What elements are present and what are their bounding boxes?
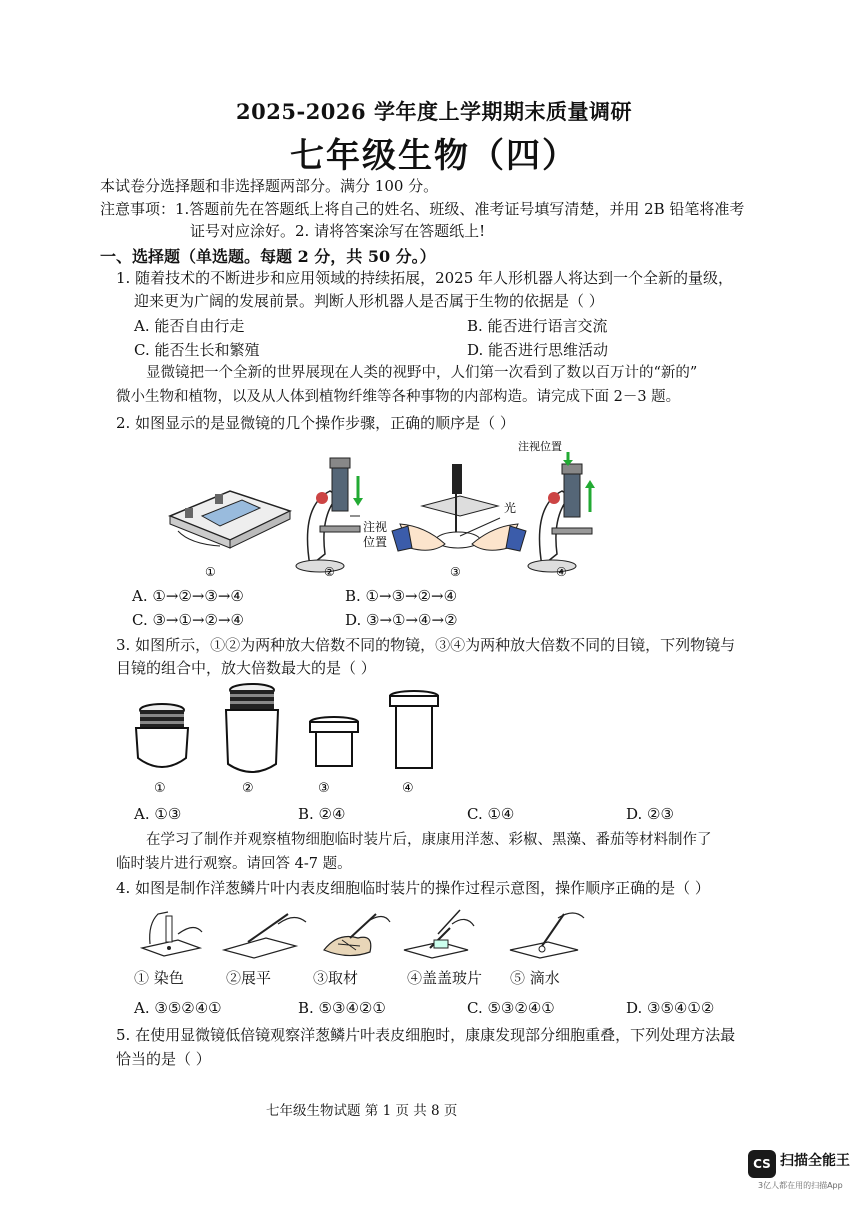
question-stem: 2. 如图显示的是显微镜的几个操作步骤，正确的顺序是（ ） bbox=[116, 414, 515, 432]
step-label-staining: ① 染色 bbox=[134, 969, 184, 987]
question-stem: 3. 如图所示，①②为两种放大倍数不同的物镜，③④为两种放大倍数不同的目镜，下列物镜与 bbox=[116, 636, 736, 654]
option-b: B. ①→③→②→④ bbox=[345, 587, 458, 605]
figure-label-1: ① bbox=[205, 565, 216, 579]
gaze-label-2: 位置 bbox=[363, 535, 388, 549]
question-stem: 4. 如图是制作洋葱鳞片叶内表皮细胞临时装片的操作过程示意图，操作顺序正确的是（ ） bbox=[116, 879, 710, 897]
notice-text: 注意事项：1.答题前先在答题纸上将自己的姓名、班级、准考证号填写清楚，并用 2B 铅笔将准考 bbox=[100, 200, 745, 218]
figure-label-4: ④ bbox=[556, 565, 567, 579]
option-c: C. ①④ bbox=[467, 805, 515, 823]
passage-intro: 显微镜把一个全新的世界展现在人类的视野中，人们第一次看到了数以百万计的“新的” bbox=[146, 365, 698, 381]
microscope-steps-figure bbox=[160, 436, 610, 584]
step-label-flattening: ②展平 bbox=[226, 969, 272, 987]
option-d: D. ②③ bbox=[626, 805, 674, 823]
question-stem: 5. 在使用显微镜低倍镜观察洋葱鳞片叶表皮细胞时，康康发现部分细胞重叠，下列处理方法最 bbox=[116, 1026, 736, 1044]
staining-illustration bbox=[142, 912, 202, 956]
option-a: A. 能否自由行走 bbox=[134, 317, 245, 335]
scanner-tagline: 3亿人都在用的扫描App bbox=[758, 1181, 843, 1190]
figure-label-2: ② bbox=[324, 565, 335, 579]
step-label-water: ⑤ 滴水 bbox=[510, 969, 560, 987]
step-label-taking: ③取材 bbox=[313, 969, 359, 987]
option-b: B. ⑤③④②① bbox=[298, 999, 386, 1017]
option-a: A. ①③ bbox=[134, 805, 182, 823]
option-b: B. 能否进行语言交流 bbox=[467, 317, 608, 335]
eyepiece-short bbox=[310, 717, 358, 766]
lens-figure bbox=[130, 682, 460, 800]
lens-label-3: ③ bbox=[318, 781, 330, 796]
passage-intro: 在学习了制作并观察植物细胞临时装片后，康康用洋葱、彩椒、黑藻、番茄等材料制作了 bbox=[146, 832, 712, 848]
lens-label-1: ① bbox=[154, 781, 166, 796]
flattening-illustration bbox=[224, 914, 306, 958]
passage-intro-cont: 临时装片进行观察。请回答 4-7 题。 bbox=[116, 856, 352, 872]
scanner-logo-icon: CS bbox=[748, 1150, 776, 1178]
objective-lens-long bbox=[226, 684, 278, 772]
microscope-lowering-illustration bbox=[296, 458, 363, 572]
gaze-label: 注视 bbox=[363, 520, 388, 534]
option-a: A. ①→②→③→④ bbox=[132, 587, 244, 605]
option-d: D. ③⑤④①② bbox=[626, 999, 715, 1017]
option-d: D. ③→①→④→② bbox=[345, 611, 458, 629]
option-a: A. ③⑤②④① bbox=[134, 999, 222, 1017]
question-stem-cont: 迎来更为广阔的发展前景。判断人形机器人是否属于生物的依据是（ ） bbox=[134, 292, 604, 310]
exam-subject-title: 七年级生物（四） bbox=[290, 136, 578, 176]
option-b: B. ②④ bbox=[298, 805, 346, 823]
slide-steps-figure bbox=[138, 904, 588, 966]
instruction-text: 本试卷分选择题和非选择题两部分。满分 100 分。 bbox=[100, 177, 439, 195]
gaze-label-top: 注视位置 bbox=[518, 440, 562, 453]
option-c: C. 能否生长和繁殖 bbox=[134, 341, 260, 359]
stage-slide-illustration bbox=[170, 491, 290, 548]
question-stem-cont: 恰当的是（ ） bbox=[116, 1050, 211, 1068]
lens-label-4: ④ bbox=[402, 781, 414, 796]
page-footer: 七年级生物试题 第 1 页 共 8 页 bbox=[266, 1103, 458, 1119]
coverslip-illustration bbox=[404, 910, 474, 958]
question-stem: 1. 随着技术的不断进步和应用领域的持续拓展，2025 年人形机器人将达到一个全新的量级， bbox=[116, 269, 734, 287]
objective-lens-short bbox=[136, 704, 188, 767]
lens-label-2: ② bbox=[242, 781, 254, 796]
taking-material-illustration bbox=[324, 914, 390, 956]
notice-text-cont: 证号对应涂好。2. 请将答案涂写在答题纸上! bbox=[190, 222, 486, 240]
microscope-raising-illustration bbox=[528, 452, 595, 572]
option-c: C. ⑤③②④① bbox=[467, 999, 555, 1017]
option-c: C. ③→①→②→④ bbox=[132, 611, 244, 629]
section-heading: 一、选择题（单选题。每题 2 分，共 50 分。） bbox=[100, 247, 436, 266]
figure-label-3: ③ bbox=[450, 565, 461, 579]
scanner-brand: 扫描全能王 bbox=[780, 1153, 850, 1169]
passage-intro-cont: 微小生物和植物，以及从人体到植物纤维等各种事物的内部构造。请完成下面 2－3 题。 bbox=[116, 389, 681, 405]
eyepiece-long bbox=[390, 691, 438, 768]
option-d: D. 能否进行思维活动 bbox=[467, 341, 609, 359]
light-label: 光 bbox=[504, 501, 517, 515]
question-stem-cont: 目镜的组合中，放大倍数最大的是（ ） bbox=[116, 659, 376, 677]
step-label-coverslip: ④盖盖玻片 bbox=[407, 969, 483, 987]
exam-title: 2025-2026 学年度上学期期末质量调研 bbox=[236, 99, 632, 124]
dripping-water-illustration bbox=[510, 913, 584, 958]
